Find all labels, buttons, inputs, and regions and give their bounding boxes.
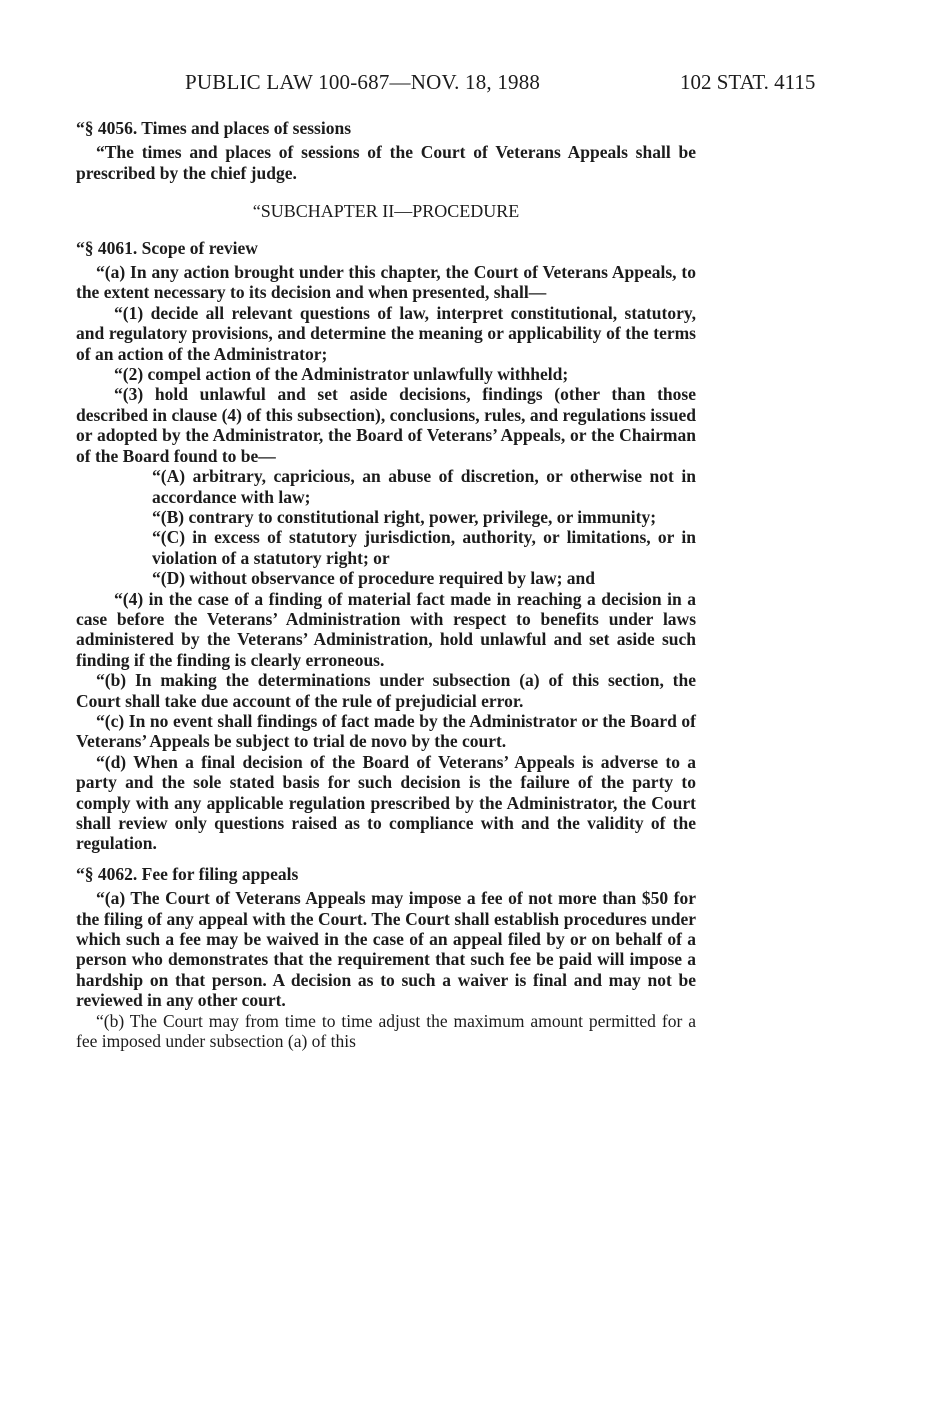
- section-4062-heading: “§ 4062. Fee for filing appeals: [76, 863, 299, 884]
- section-4061-clause-1: “(1) decide all relevant questions of law, interpret constitutional, statutory, and regulatory provisions, and determine the meaning or applicability of the terms of an action of the Administrator;: [76, 302, 696, 364]
- section-4061-subsection-b: “(b) In making the determinations under subsection (a) of this section, the Court shall take due account of the rule of prejudicial error.: [76, 670, 696, 711]
- section-4061-subclause-c: “(C) in excess of statutory jurisdiction, authority, or limitations, or in violation of a statutory right; or: [152, 527, 696, 568]
- section-4061-subclause-a: “(A) arbitrary, capricious, an abuse of discretion, or otherwise not in accordance with law;: [152, 466, 696, 507]
- section-4056-text: “The times and places of sessions of the Court of Veterans Appeals shall be prescribed by the chief judge.: [76, 142, 696, 183]
- subchapter-heading: “SUBCHAPTER II—PROCEDURE: [252, 201, 520, 222]
- section-4061-clause-3: “(3) hold unlawful and set aside decisions, findings (other than those described in clause (4) of this subsection), conclusions, rules, and regulations issued or adopted by the Administrator, the Board of Veterans’ Appeals, or the Chairman of the Board found to be—: [76, 384, 696, 466]
- section-4061-subsection-c: “(c) In no event shall findings of fact made by the Administrator or the Board of Veterans’ Appeals be subject to trial de novo by the court.: [76, 710, 696, 752]
- running-header-stat-page: 102 STAT. 4115: [680, 70, 816, 94]
- section-4061-subsection-a-intro: “(a) In any action brought under this chapter, the Court of Veterans Appeals, to the extent necessary to its decision and when presented, shall—: [76, 262, 696, 303]
- document-body: [76, 116, 696, 1051]
- section-4056-heading: “§ 4056. Times and places of sessions: [76, 118, 352, 138]
- section-4061-subclause-b: “(B) contrary to constitutional right, power, privilege, or immunity;: [152, 506, 657, 527]
- section-4062-subsection-a: “(a) The Court of Veterans Appeals may impose a fee of not more than $50 for the filing of any appeal with the Court. The Court shall establish procedures under which such a fee may be waived in the case of an appeal filed by or on behalf of a person who demonstrates that the requirement that such fee be paid will impose a hardship on that person. A decision as to such a waiver is final and may not be reviewed in any other court.: [76, 888, 696, 1011]
- section-4061-subclause-d: “(D) without observance of procedure required by law; and: [152, 568, 596, 589]
- section-4061-clause-4: “(4) in the case of a finding of material fact made in reaching a decision in a case before the Veterans’ Administration with respect to benefits under laws administered by the Veterans’ Administration, hold unlawful and set aside such finding if the finding is clearly erroneous.: [76, 588, 696, 670]
- section-4061-heading: “§ 4061. Scope of review: [76, 237, 258, 258]
- section-4062-subsection-b: “(b) The Court may from time to time adjust the maximum amount permitted for a fee imposed under subsection (a) of this: [76, 1010, 696, 1052]
- running-header-title: PUBLIC LAW 100-687—NOV. 18, 1988: [185, 70, 541, 94]
- section-4061-subsection-d: “(d) When a final decision of the Board of Veterans’ Appeals is adverse to a party and the sole stated basis for such decision is the failure of the party to comply with any applicable regulation prescribed by the Administrator, the Court shall review only questions raised as to compliance with and the validity of the regulation.: [76, 751, 696, 854]
- section-4061-clause-2: “(2) compel action of the Administrator unlawfully withheld;: [114, 364, 569, 385]
